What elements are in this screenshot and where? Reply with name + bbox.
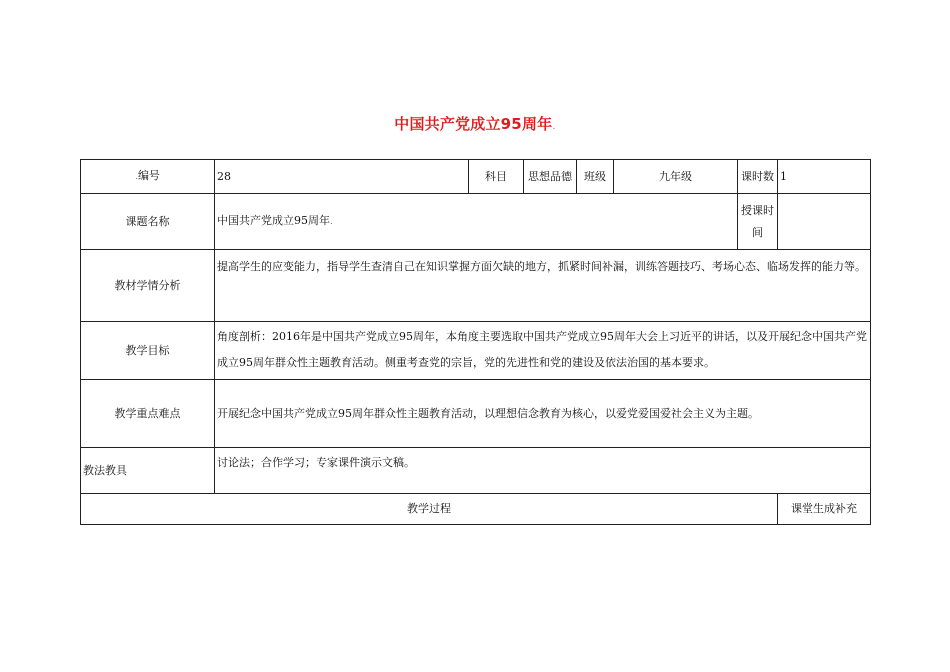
process-label: 教学过程 [81,494,778,525]
class-label: 班级 [577,160,614,194]
methods-row [81,448,871,494]
supplement-label: 课堂生成补充 [778,494,871,525]
analysis-row [81,250,871,322]
key-points-row [81,380,871,448]
objectives-row [81,322,871,380]
lesson-plan-table [80,159,871,525]
topic-value: 中国共产党成立95周年 [217,214,330,227]
header-row [81,160,871,194]
subject-value: 思想品德 [524,160,577,194]
document-title [0,113,950,134]
key-points-value: 开展纪念中国共产党成立95周年群众性主题教育活动，以理想信念教育为核心，以爱党爱国爱社会主义为主题。 [215,380,871,448]
subject-label: 科目 [469,160,524,194]
analysis-label: 教材学情分析 [81,250,215,322]
objectives-label: 教学目标 [81,322,215,380]
number-value: 28 [215,160,469,194]
hours-label: 课时数 [738,160,778,194]
teach-time-label-cell [738,194,778,250]
key-points-label: 教学重点难点 [81,380,215,448]
number-label: 编号 [137,169,160,182]
class-value: 九年级 [614,160,738,194]
number-label-cell: .编号 [81,160,215,194]
teach-time-label-line-1: 授课时 [741,203,774,217]
document-title-text: 中国共产党成立95周年 [394,115,553,133]
topic-row [81,194,871,250]
teach-time-label-line-2: 间 [752,225,763,239]
teach-time-value [778,194,871,250]
process-row [81,494,871,525]
title-mark: . [552,121,556,132]
methods-value: 讨论法；合作学习；专家课件演示文稿。 [215,448,871,494]
topic-value-cell: 中国共产党成立95周年. [215,194,738,250]
hours-value: 1 [778,160,871,194]
analysis-value: 提高学生的应变能力，指导学生查清自己在知识掌握方面欠缺的地方，抓紧时间补漏，训练答题技巧、考场心态、临场发挥的能力等。 [215,250,871,322]
objectives-value: 角度剖析：2016年是中国共产党成立95周年，本角度主要选取中国共产党成立95周年大会上习近平的讲话，以及开展纪念中国共产党成立95周年群众性主题教育活动。侧重考查党的宗旨，党的先进性和党的建设及依法治国的基本要求。 [215,322,871,380]
topic-label: 课题名称 [81,194,215,250]
methods-label: 教法教具 [81,448,215,494]
